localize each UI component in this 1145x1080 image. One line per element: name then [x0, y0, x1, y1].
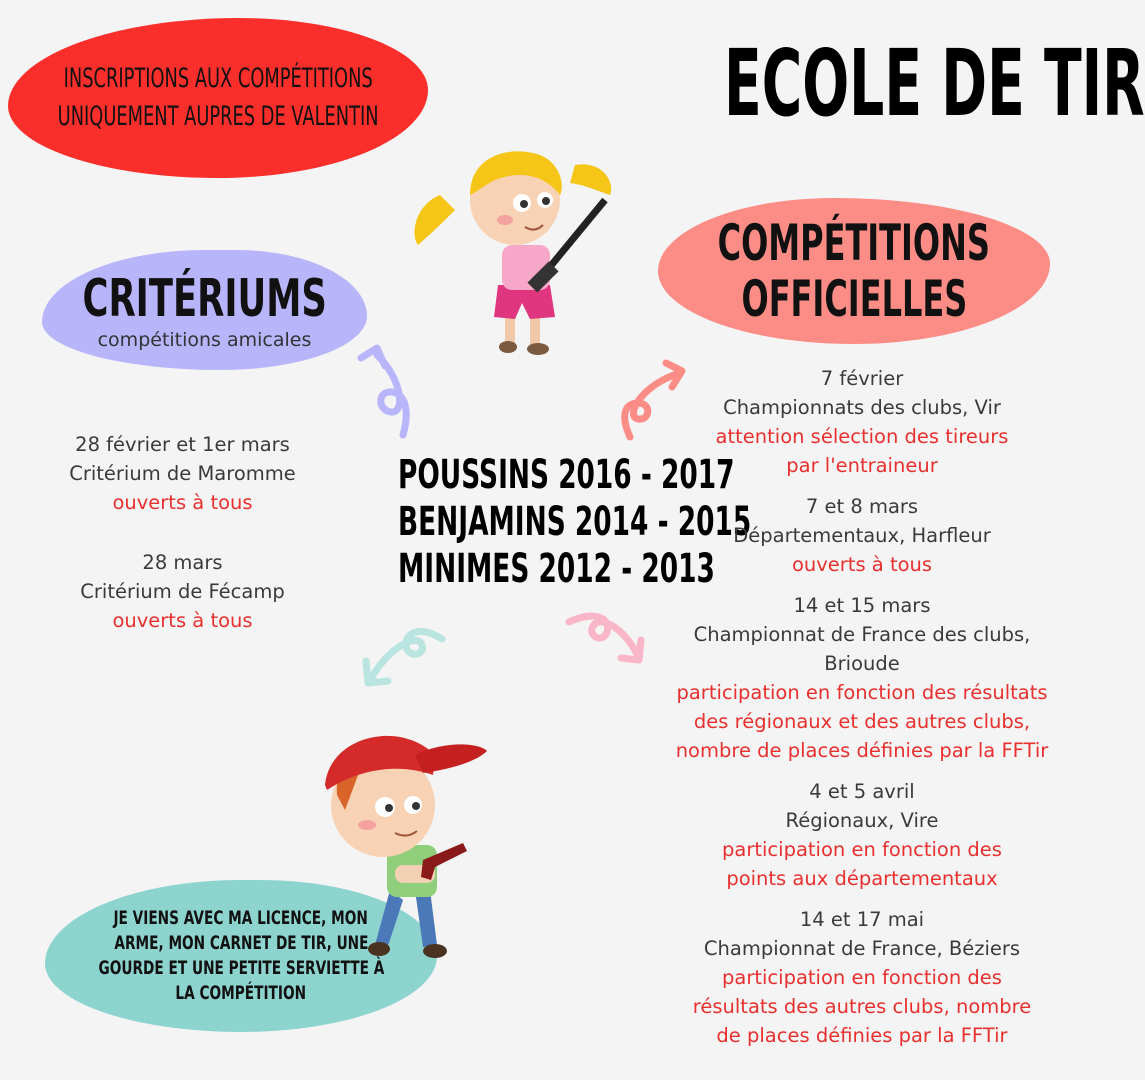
official-event — [652, 905, 1072, 1050]
criteriums-event-list — [50, 430, 315, 666]
official-title-line: COMPÉTITIONS — [717, 214, 991, 272]
event-note: de places définies par la FFTir — [716, 1024, 1008, 1047]
official-title-line: OFFICIELLES — [741, 270, 967, 328]
category-line: POUSSINS 2016 - 2017 — [398, 452, 735, 498]
registration-banner — [8, 18, 428, 178]
official-event — [652, 777, 1072, 893]
boy-with-pistol-illustration — [305, 715, 495, 965]
criteriums-title: CRITÉRIUMS — [82, 269, 327, 329]
event-name: Régionaux, Vire — [785, 809, 939, 832]
event-note: participation en fonction des résultats — [676, 681, 1048, 704]
event-note: nombre de places définies par la FFTir — [675, 739, 1049, 762]
event-note: participation en fonction des — [722, 838, 1002, 861]
category-line: BENJAMINS 2014 - 2015 — [398, 499, 752, 545]
reminder-line: GOURDE ET UNE PETITE SERVIETTE À — [98, 957, 384, 979]
event-date: 14 et 17 mai — [799, 908, 925, 931]
event-name: Critérium de Maromme — [69, 462, 296, 485]
event-note: points aux départementaux — [726, 867, 998, 890]
event-note: ouverts à tous — [791, 553, 933, 576]
event-date: 7 et 8 mars — [805, 495, 919, 518]
reminder-line: LA COMPÉTITION — [175, 982, 307, 1004]
teal-arrow-icon — [360, 625, 450, 695]
event-note: participation en fonction des — [722, 966, 1002, 989]
official-event — [652, 492, 1072, 579]
event-name: Départementaux, Harfleur — [733, 524, 991, 547]
event-name: Championnats des clubs, Vir — [723, 396, 1001, 419]
category-line: MINIMES 2012 - 2013 — [398, 546, 715, 592]
official-event — [652, 591, 1072, 765]
purple-arrow-icon — [355, 340, 425, 440]
banner-line: INSCRIPTIONS AUX COMPÉTITIONS — [63, 63, 373, 94]
event-note: attention sélection des tireurs — [715, 425, 1009, 448]
official-event — [652, 364, 1072, 480]
pink-arrow-icon — [565, 610, 650, 670]
event-note: résultats des autres clubs, nombre — [692, 995, 1032, 1018]
reminder-line: ARME, MON CARNET DE TIR, UNE — [113, 932, 369, 954]
event-note: ouverts à tous — [112, 491, 253, 514]
reminder-line: JE VIENS AVEC MA LICENCE, MON — [113, 907, 369, 929]
event-name: Championnat de France, Béziers — [703, 937, 1021, 960]
event-name: Championnat de France des clubs, — [693, 623, 1031, 646]
event-note: des régionaux et des autres clubs, — [693, 710, 1031, 733]
criteriums-blob — [42, 250, 367, 370]
event-date: 28 février et 1er mars — [75, 433, 290, 456]
page-title: ECOLE DE TIR — [724, 30, 1145, 137]
event-date: 28 mars — [142, 551, 223, 574]
event-date: 14 et 15 mars — [793, 594, 931, 617]
official-competitions-blob — [658, 198, 1050, 344]
event-name: Brioude — [824, 652, 900, 675]
event-date: 4 et 5 avril — [809, 780, 915, 803]
event-note: par l'entraineur — [786, 454, 938, 477]
banner-line: UNIQUEMENT AUPRES DE VALENTIN — [57, 101, 379, 132]
event-name: Critérium de Fécamp — [80, 580, 285, 603]
official-event-list — [652, 364, 1072, 1062]
criterium-event — [50, 430, 315, 517]
criterium-event — [50, 548, 315, 635]
event-note: ouverts à tous — [112, 609, 253, 632]
criteriums-subtitle: compétitions amicales — [97, 329, 312, 351]
event-date: 7 février — [820, 367, 904, 390]
girl-with-rifle-illustration — [410, 135, 620, 365]
